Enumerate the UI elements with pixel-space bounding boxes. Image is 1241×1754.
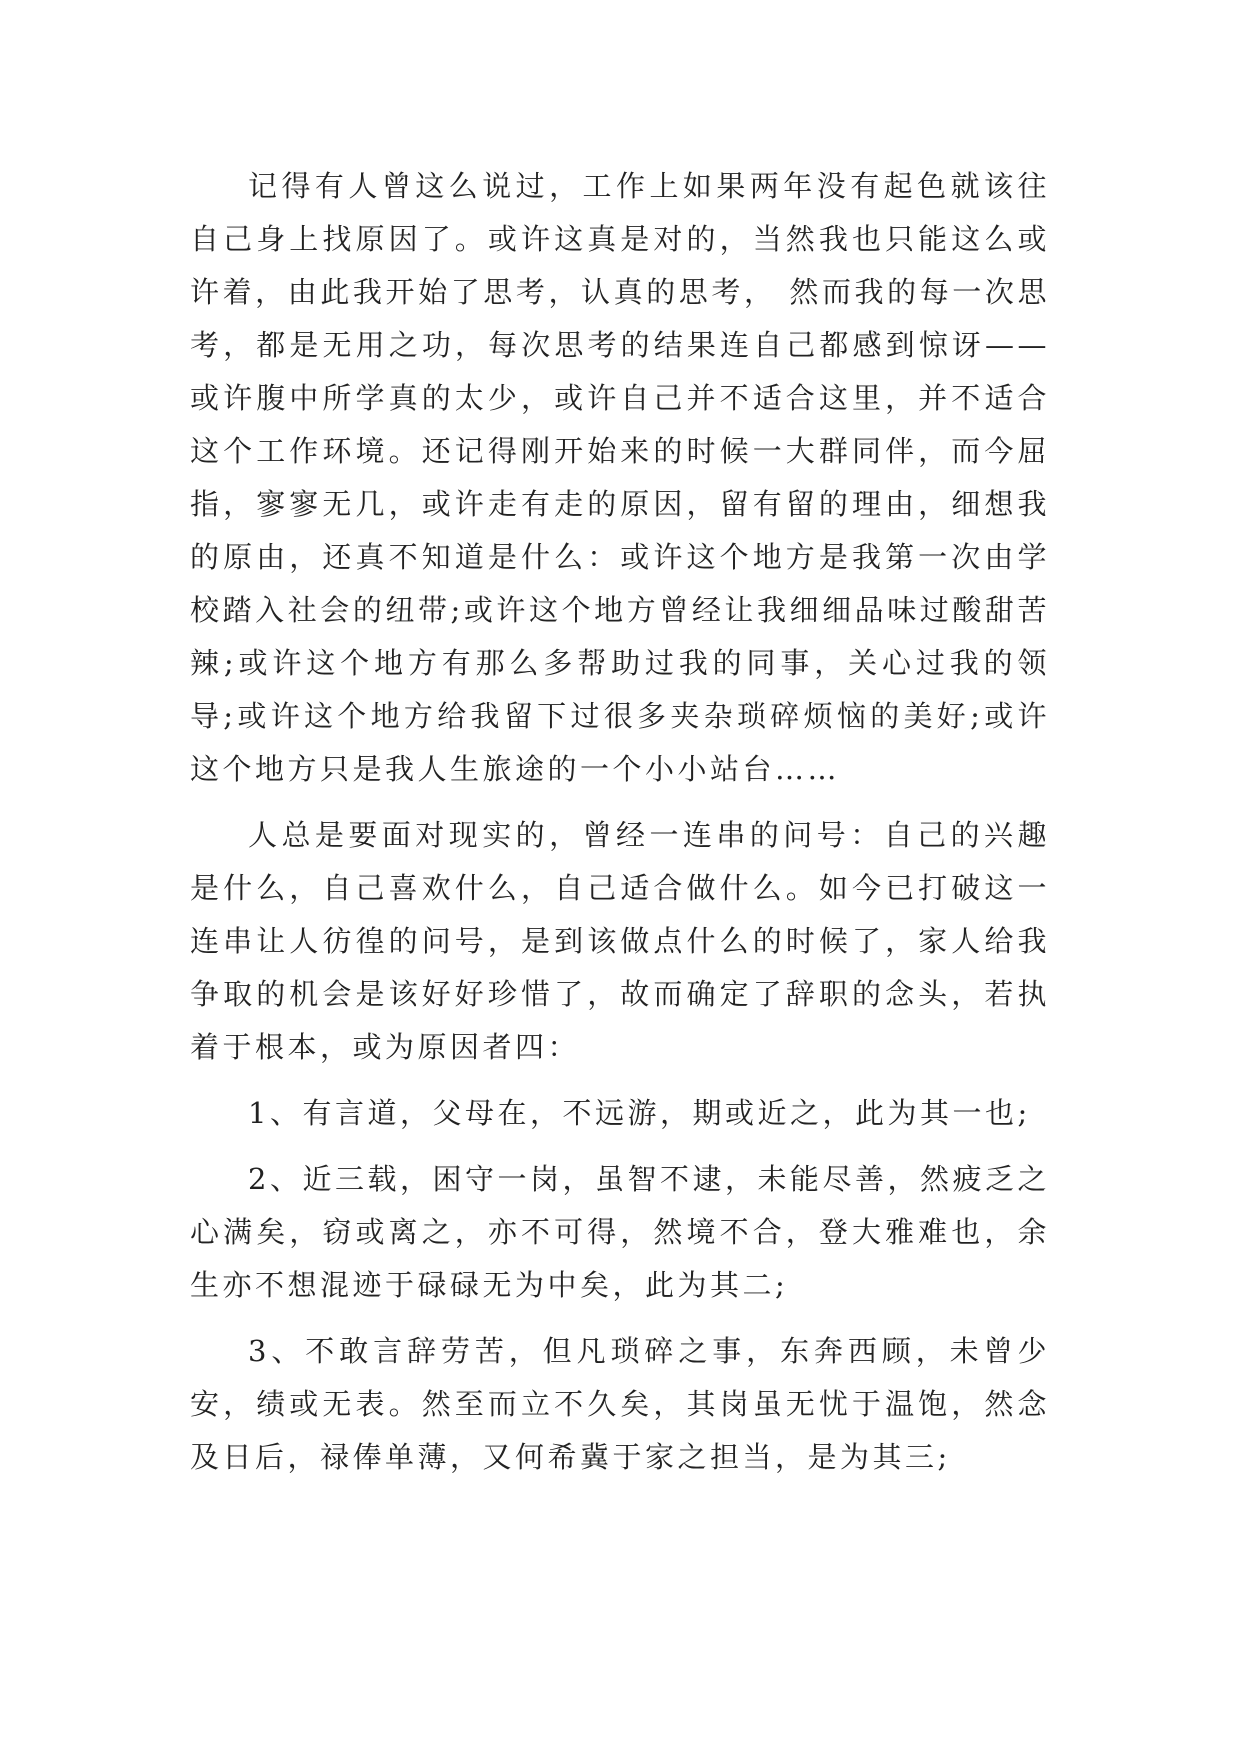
paragraph-reflection: 记得有人曾这么说过，工作上如果两年没有起色就该往自己身上找原因了。或许这真是对的，当然我也只能这么或许着，由此我开始了思考，认真的思考， 然而我的每一次思考，都是无用之功，每次思考的结果连自己都感到惊讶——或许腹中所学真的太少，或许自己并不适合这里，并不适合这个工作环境。还记得刚开始来的时候一大群同伴，而今屈指，寥寥无几，或许走有走的原因，留有留的理由，细想我的原由，还真不知道是什么：或许这个地方是我第一次由学校踏入社会的纽带;或许这个地方曾经让我细细品味过酸甜苦辣;或许这个地方有那么多帮助过我的同事，关心过我的领导;或许这个地方给我留下过很多夹杂琐碎烦恼的美好;或许这个地方只是我人生旅途的一个小小站台…… (190, 169, 1050, 786)
document-body (190, 160, 1050, 1484)
paragraph-reason-2: 2、近三载，困守一岗，虽智不逮，未能尽善，然疲乏之心满矣，窃或离之，亦不可得，然境不合，登大雅难也，余生亦不想混迹于碌碌无为中矣，此为其二; (190, 1162, 1050, 1302)
paragraph-reason-3: 3、不敢言辞劳苦，但凡琐碎之事，东奔西顾，未曾少安，绩或无表。然至而立不久矣，其岗虽无忧于温饱，然念及日后，禄俸单薄，又何希冀于家之担当，是为其三; (190, 1334, 1050, 1474)
paragraph-reason-1: 1、有言道，父母在，不远游，期或近之，此为其一也; (248, 1096, 1031, 1130)
paragraph-reasons-intro: 人总是要面对现实的，曾经一连串的问号：自己的兴趣是什么，自己喜欢什么，自己适合做什么。如今已打破这一连串让人彷徨的问号，是到该做点什么的时候了，家人给我争取的机会是该好好珍惜了，故而确定了辞职的念头，若执着于根本，或为原因者四： (190, 818, 1050, 1064)
